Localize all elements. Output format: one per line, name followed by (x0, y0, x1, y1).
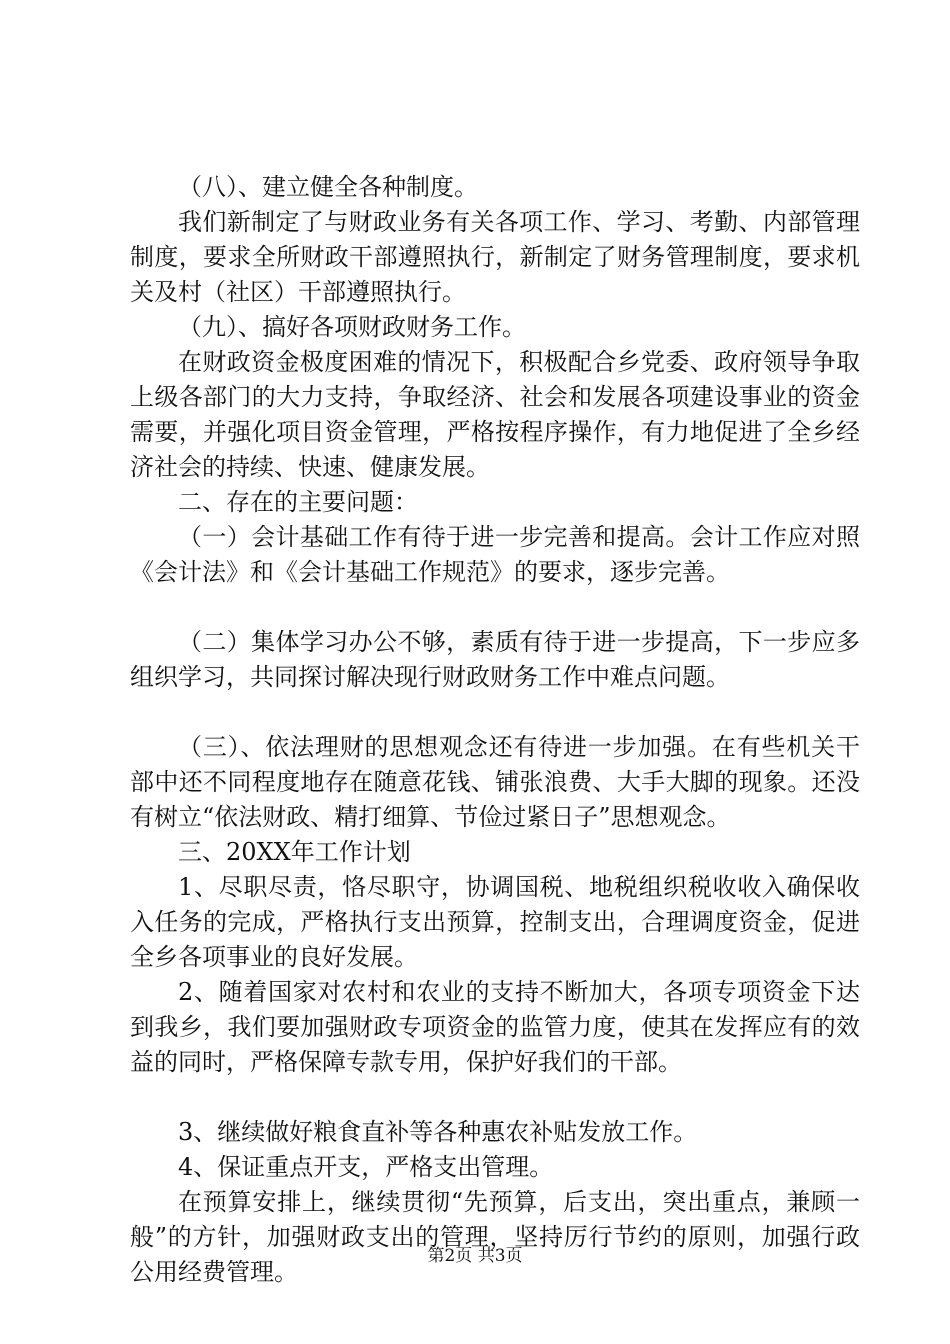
paragraph-section-8-body: 我们新制定了与财政业务有关各项工作、学习、考勤、内部管理制度，要求全所财政干部遵照执行，新制定了财务管理制度，要求机关及村（社区）干部遵照执行。 (130, 208, 860, 306)
paragraph-plan-1: 1、尽职尽责，恪尽职守，协调国税、地税组织税收收入确保收入任务的完成，严格执行支出预算，控制支出，合理调度资金，促进全乡各项事业的良好发展。 (130, 873, 860, 971)
document-body (130, 170, 860, 1290)
paragraph-plan-heading: 三、20XX年工作计划 (178, 838, 411, 866)
paragraph-problems-heading: 二、存在的主要问题： (178, 488, 418, 516)
paragraph-problem-3: （三）、依法理财的思想观念还有待进一步加强。在有些机关干部中还不同程度地存在随意花钱、铺张浪费、大手大脚的现象。还没有树立“依法财政、精打细算、节俭过紧日子”思想观念。 (130, 733, 860, 831)
paragraph-problem-2: （二）集体学习办公不够，素质有待于进一步提高，下一步应多组织学习，共同探讨解决现行财政财务工作中难点问题。 (130, 628, 860, 691)
paragraph-plan-4-body: 在预算安排上，继续贯彻“先预算，后支出，突出重点，兼顾一般”的方针，加强财政支出的管理，坚持厉行节约的原则，加强行政公用经费管理。 (130, 1188, 860, 1286)
paragraph-section-8-heading: （八）、建立健全各种制度。 (178, 173, 478, 201)
paragraph-section-9-body: 在财政资金极度困难的情况下，积极配合乡党委、政府领导争取上级各部门的大力支持，争取经济、社会和发展各项建设事业的资金需要，并强化项目资金管理，严格按程序操作，有力地促进了全乡经济社会的持续、快速、健康发展。 (130, 348, 860, 481)
paragraph-plan-4: 4、保证重点开支，严格支出管理。 (178, 1153, 554, 1181)
paragraph-plan-2: 2、随着国家对农村和农业的支持不断加大，各项专项资金下达到我乡，我们要加强财政专项资金的监管力度，使其在发挥应有的效益的同时，严格保障专款专用，保护好我们的干部。 (130, 978, 860, 1076)
paragraph-problem-1: （一）会计基础工作有待于进一步完善和提高。会计工作应对照《会计法》和《会计基础工作规范》的要求，逐步完善。 (130, 523, 860, 586)
page-footer: 第2页 共3页 (427, 1246, 523, 1266)
paragraph-plan-3: 3、继续做好粮食直补等各种惠农补贴发放工作。 (178, 1118, 698, 1146)
paragraph-section-9-heading: （九）、搞好各项财政财务工作。 (178, 313, 526, 341)
